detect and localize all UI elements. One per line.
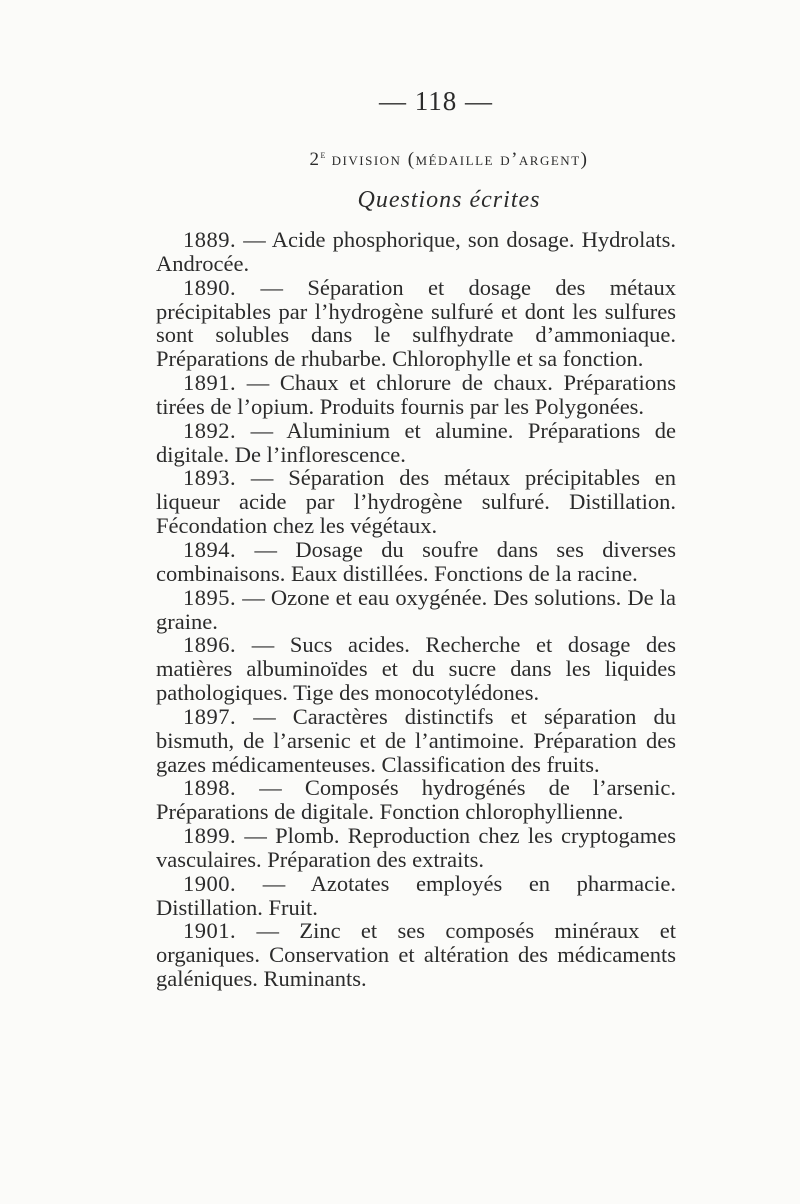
entry-text: — Acide phosphorique, son dosage. Hydrolats. Androcée. [156, 227, 676, 276]
entry-text: — Composés hydrogénés de l’arsenic. Préparations de digitale. Fonction chlorophyllienne. [156, 775, 676, 825]
entry-text: — Azotates employés en pharmacie. Distillation. Fruit. [156, 870, 676, 920]
question-entry-1899 [156, 824, 676, 872]
entry-year: 1895. [183, 584, 237, 610]
question-entry-1890 [156, 276, 676, 371]
question-entry-1889 [156, 228, 676, 276]
entry-text: — Zinc et ses composés minéraux et organiques. Conservation et altération des médicaments galéniques. Ruminants. [156, 918, 676, 992]
entry-text: — Dosage du soufre dans ses diverses combinaisons. Eaux distillées. Fonctions de la racine. [156, 536, 676, 586]
entry-year: 1892. [183, 417, 237, 443]
entry-year: 1900. [183, 870, 237, 896]
question-entry-1893 [156, 466, 676, 538]
section-title: Questions écrites [357, 187, 541, 213]
division-number-suffix: e [320, 147, 326, 161]
entry-text: — Chaux et chlorure de chaux. Préparations tirées de l’opium. Produits fournis par les Polygonées. [156, 370, 676, 419]
entry-year: 1901. [183, 918, 237, 944]
entry-year: 1891. [183, 370, 237, 396]
question-entry-1891 [156, 371, 676, 419]
question-entry-1895 [156, 586, 676, 634]
entry-text: — Ozone et eau oxygénée. Des solutions. De la graine. [156, 584, 676, 634]
exam-questions-list [156, 228, 676, 991]
entry-year: 1897. [183, 703, 237, 729]
entry-text: — Plomb. Reproduction chez les cryptogames vasculaires. Préparation des extraits. [156, 823, 676, 872]
entry-year: 1899. [183, 823, 237, 849]
question-entry-1897 [156, 705, 676, 777]
entry-year: 1894. [183, 536, 237, 562]
question-entry-1901 [156, 919, 676, 991]
entry-year: 1893. [183, 465, 237, 491]
page-number: — 118 — [379, 86, 493, 116]
entry-text: — Aluminium et alumine. Préparations de digitale. De l’inflorescence. [156, 417, 676, 467]
entry-text: — Caractères distinctifs et séparation du bismuth, de l’arsenic et de l’antimoine. Préparation des gazes médicamenteuses. Classification des fruits. [156, 703, 676, 777]
entry-text: — Sucs acides. Recherche et dosage des matières albuminoïdes et du sucre dans les liquides pathologiques. Tige des monocotylédones. [156, 632, 676, 706]
entry-text: — Séparation et dosage des métaux précipitables par l’hydrogène sulfuré et dont les sulfures sont solubles dans le sulfhydrate d’ammoniaque. Préparations de rhubarbe. Chlorophylle et sa fonction. [156, 274, 676, 372]
division-title-text: division (médaille d’argent) [331, 149, 589, 170]
question-entry-1892 [156, 419, 676, 467]
division-heading [156, 147, 742, 171]
question-entry-1894 [156, 538, 676, 586]
entry-text: — Séparation des métaux précipitables en liqueur acide par l’hydrogène sulfuré. Distillation. Fécondation chez les végétaux. [156, 465, 676, 539]
entry-year: 1896. [183, 632, 237, 658]
entry-year: 1889. [183, 227, 237, 252]
question-entry-1898 [156, 776, 676, 824]
question-entry-1900 [156, 872, 676, 920]
question-entry-1896 [156, 633, 676, 705]
entry-year: 1890. [183, 274, 237, 300]
division-number: 2 [309, 149, 321, 170]
entry-year: 1898. [183, 775, 237, 801]
